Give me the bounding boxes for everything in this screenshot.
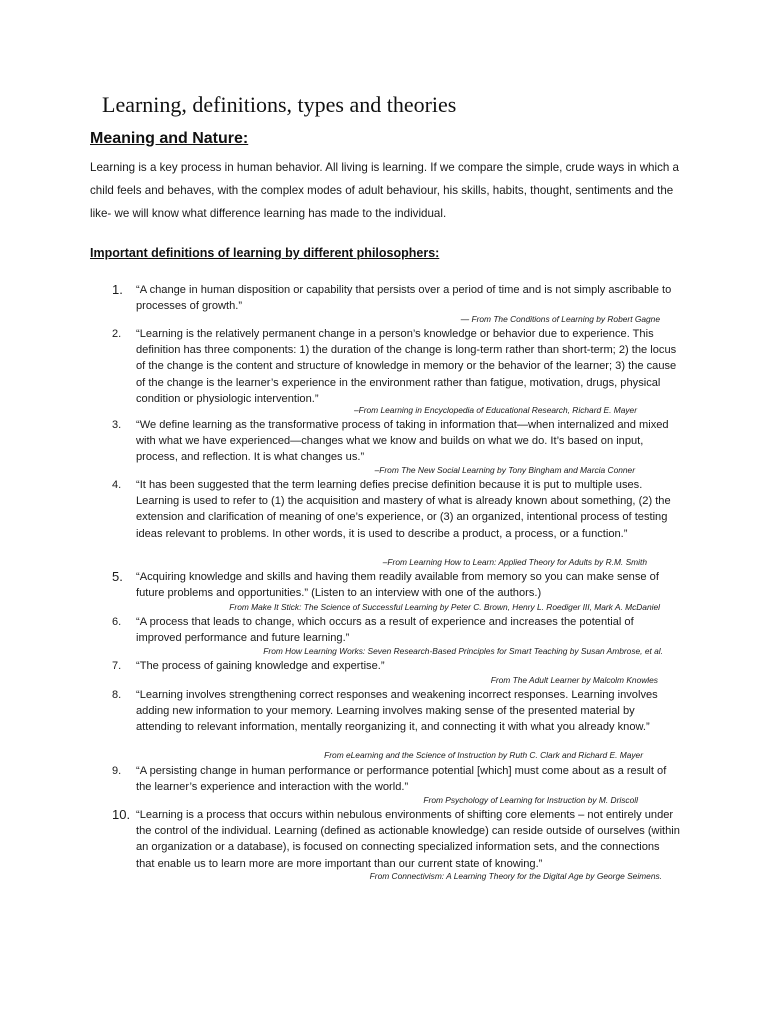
definition-text: “We define learning as the transformative process of taking in information that—when internalized and mixed with what we have experienced—changes what we know and builds on what we do. It’s based on input, process, and reflection. It is what changes us.” <box>136 419 669 464</box>
definition-source: — From The Conditions of Learning by Robert Gagne <box>460 314 660 324</box>
definition-number: 7. <box>112 660 122 672</box>
definition-text: “A persisting change in human performance or performance potential [which] must come about as a result of the learner’s experience and interaction with the world.” <box>136 765 667 794</box>
definition-source: –From Learning in Encyclopedia of Educational Research, Richard E. Mayer <box>353 405 637 415</box>
document-title: Learning, definitions, types and theories <box>102 92 457 117</box>
definition-number: 2. <box>112 328 122 340</box>
definition-source: From The Adult Learner by Malcolm Knowles <box>490 675 658 685</box>
definition-number: 6. <box>112 616 122 628</box>
definition-number: 4. <box>112 479 122 491</box>
definition-source: –From The New Social Learning by Tony Bingham and Marcia Conner <box>374 465 635 475</box>
definition-text: “Acquiring knowledge and skills and having them readily available from memory so you can make sense of future problems and opportunities.” (Listen to an interview with one of the authors.) <box>136 571 659 600</box>
definition-number: 5. <box>112 569 123 584</box>
definition-text: “A change in human disposition or capability that persists over a period of time and is not simply ascribable to processes of growth.” <box>136 284 672 313</box>
definition-number: 8. <box>112 689 122 701</box>
definition-source: From Psychology of Learning for Instruction by M. Driscoll <box>423 795 638 805</box>
definition-text: “Learning is the relatively permanent change in a person’s knowledge or behavior due to experience. This definition has three components: 1) the duration of the change is long-term rather than short-term; 2) the locus of the change is the content and structure of knowledge in memory or the behavior of the learner; 3) the cause of the change is the learner’s experience in the environment rather than fatigue, motivation, drugs, physical condition or physiologic intervention.” <box>136 328 677 405</box>
definition-text: “It has been suggested that the term learning defies precise definition because it is put to multiple uses. Learning is used to refer to (1) the acquisition and mastery of what is already known about something, (2) the extension and clarification of meaning of one’s experience, or (3) an organized, intentional process of testing ideas relevant to problems. In other words, it is used to describe a product, a process, or a function.” <box>136 479 671 540</box>
definitions-heading: Important definitions of learning by different philosophers: <box>90 246 440 260</box>
definition-source: From Make It Stick: The Science of Successful Learning by Peter C. Brown, Henry L. Roediger III, Mark A. McDaniel <box>229 602 660 612</box>
definition-number: 1. <box>112 282 123 297</box>
definition-text: “A process that leads to change, which occurs as a result of experience and increases the potential of improved performance and future learning.” <box>136 616 634 645</box>
definition-number: 3. <box>112 419 122 431</box>
definition-source: From eLearning and the Science of Instruction by Ruth C. Clark and Richard E. Mayer <box>324 750 643 760</box>
definition-source: From Connectivism: A Learning Theory for the Digital Age by George Seimens. <box>369 871 662 881</box>
intro-paragraph: Learning is a key process in human behavior. All living is learning. If we compare the simple, crude ways in which a child feels and behaves, with the complex modes of adult behaviour, his skills, habits, thought, sentiments and the like- we will know what difference learning has made to the individual. <box>90 161 679 220</box>
definition-text: “The process of gaining knowledge and expertise.” <box>136 660 385 672</box>
section-heading-meaning: Meaning and Nature: <box>90 130 249 147</box>
definition-number: 10. <box>112 807 131 822</box>
definition-number: 9. <box>112 765 122 777</box>
definition-text: “Learning is a process that occurs within nebulous environments of shifting core elements – not entirely under the control of the individual. Learning (defined as actionable knowledge) can reside outside of ourselves (within an organization or a database), is focused on connecting specialized information sets, and the connections that enable us to learn more are more important than our current state of knowing.” <box>136 809 680 870</box>
definition-source: From How Learning Works: Seven Research-Based Principles for Smart Teaching by Susan Ambrose, et al. <box>263 646 663 656</box>
definition-source: –From Learning How to Learn: Applied Theory for Adults by R.M. Smith <box>382 557 647 567</box>
definition-text: “Learning involves strengthening correct responses and weakening incorrect responses. Learning involves adding new information to your memory. Learning involves making sense of the presented material by attending to relevant information, mentally reorganizing it, and connecting it with what you already know.” <box>136 689 658 734</box>
